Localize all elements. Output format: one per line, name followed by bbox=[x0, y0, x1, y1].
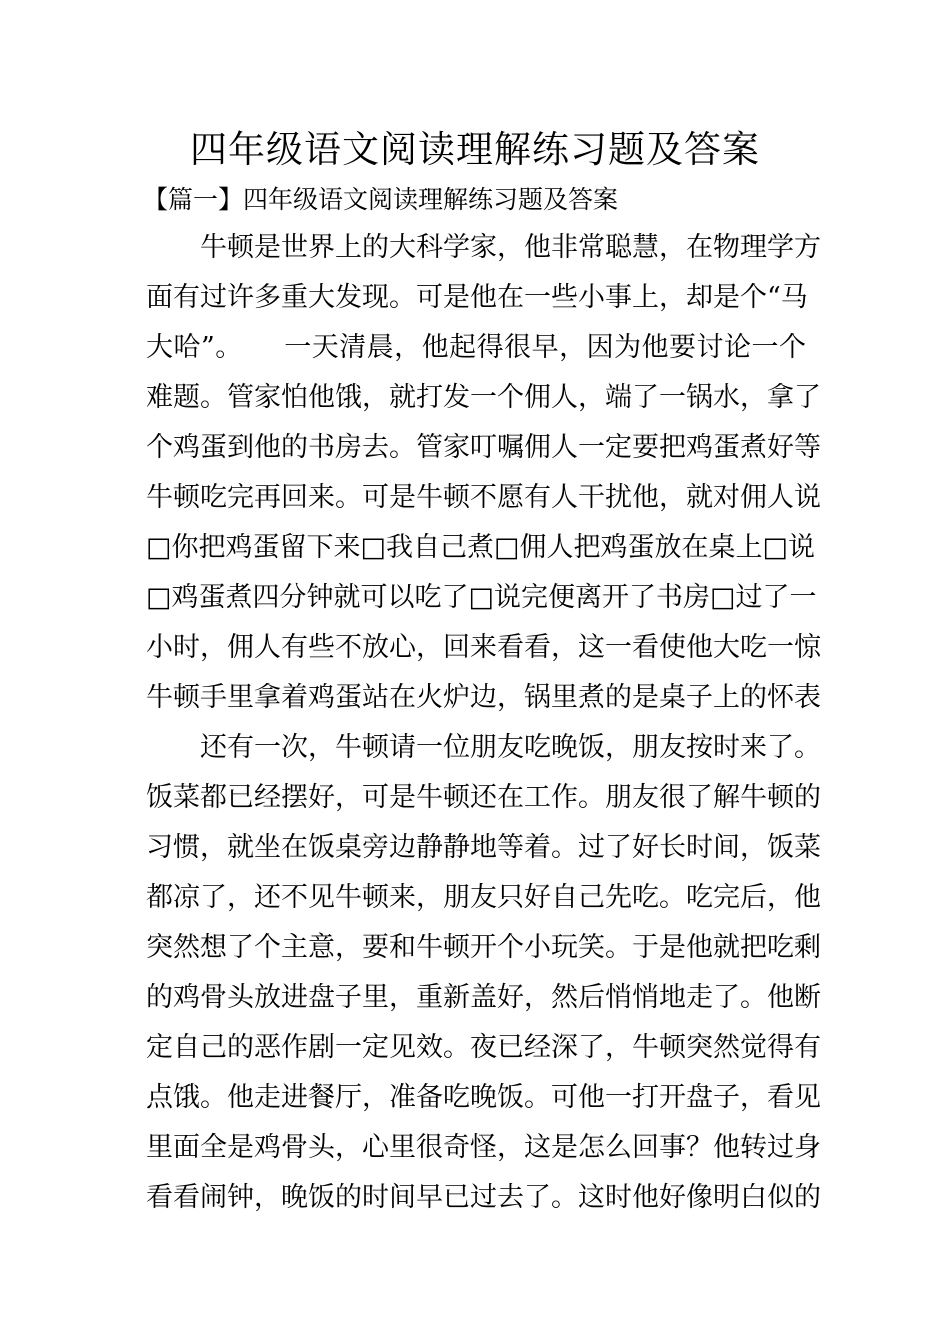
paragraph-line: □你把鸡蛋留下来□我自己煮□佣人把鸡蛋放在桌上□说 bbox=[146, 532, 816, 563]
document-title: 四年级语文阅读理解练习题及答案 bbox=[190, 128, 760, 171]
paragraph-line: □鸡蛋煮四分钟就可以吃了□说完便离开了书房□过了一 bbox=[146, 582, 817, 613]
paragraph-line: 牛顿吃完再回来。可是牛顿不愿有人干扰他，就对佣人说 bbox=[146, 482, 821, 513]
paragraph-line: 还有一次，牛顿请一位朋友吃晚饭，朋友按时来了。 bbox=[200, 732, 821, 763]
paragraph-line: 都凉了，还不见牛顿来，朋友只好自己先吃。吃完后，他 bbox=[146, 882, 821, 913]
paragraph-line: 定自己的恶作剧一定见效。夜已经深了，牛顿突然觉得有 bbox=[146, 1032, 821, 1063]
paragraph-line: 小时，佣人有些不放心，回来看看，这一看使他大吃一惊 bbox=[146, 632, 821, 663]
paragraph-line: 的鸡骨头放进盘子里，重新盖好，然后悄悄地走了。他断 bbox=[146, 982, 821, 1013]
paragraph-line: 牛顿是世界上的大科学家，他非常聪慧，在物理学方 bbox=[200, 232, 821, 263]
paragraph-line: 点饿。他走进餐厅，准备吃晚饭。可他一打开盘子，看见 bbox=[146, 1082, 821, 1113]
paragraph-line: 难题。管家怕他饿，就打发一个佣人，端了一锅水，拿了 bbox=[146, 382, 821, 413]
paragraph-line: 看看闹钟，晚饭的时间早已过去了。这时他好像明白似的 bbox=[146, 1182, 821, 1213]
paragraph-line: 饭菜都已经摆好，可是牛顿还在工作。朋友很了解牛顿的 bbox=[146, 782, 821, 813]
paragraph-line: 牛顿手里拿着鸡蛋站在火炉边，锅里煮的是桌子上的怀表 bbox=[146, 682, 821, 713]
paragraph-line: 习惯，就坐在饭桌旁边静静地等着。过了好长时间，饭菜 bbox=[146, 832, 821, 863]
paragraph-line: 突然想了个主意，要和牛顿开个小玩笑。于是他就把吃剩 bbox=[146, 932, 821, 963]
section-heading: 【篇一】四年级语文阅读理解练习题及答案 bbox=[143, 185, 619, 214]
paragraph-line: 大哈”。 一天清晨，他起得很早，因为他要讨论一个 bbox=[146, 332, 806, 363]
paragraph-line: 个鸡蛋到他的书房去。管家叮嘱佣人一定要把鸡蛋煮好等 bbox=[146, 432, 821, 463]
paragraph-line: 面有过许多重大发现。可是他在一些小事上，却是个“马 bbox=[146, 282, 808, 313]
paragraph-line: 里面全是鸡骨头，心里很奇怪，这是怎么回事？他转过身 bbox=[146, 1132, 821, 1163]
